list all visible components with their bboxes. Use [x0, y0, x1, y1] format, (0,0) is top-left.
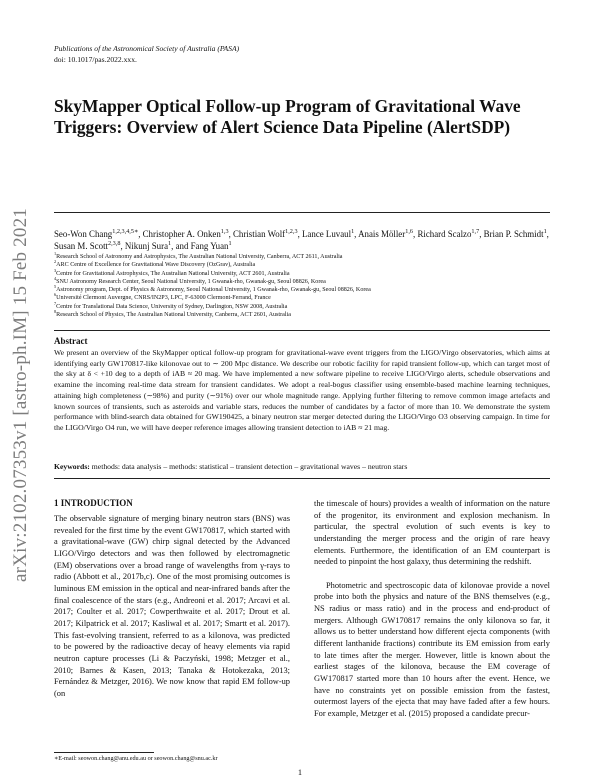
intro-paragraph-1: The observable signature of merging binary neutron stars (BNS) was revealed for the first time by the event GW170817, which started with a gravitational-wave (GW) chirp signal detected by the Advanced LIGO/Virgo detectors and was then followed by electromagnetic (EM) observations over a broad range of wavelengths from γ-rays to radio (Abbott et al., 2017b,c). One of the most promising outcomes is luminous EM emission in the optical and near-infrared bands after the final coalescence of the stars (e.g., Andreoni et al. 2017; Arcavi et al. 2017; Coulter et al. 2017; Cowperthwaite et al. 2017; Drout et al. 2017; Kilpatrick et al. 2017; Kasliwal et al. 2017; Smartt et al. 2017). This fast-evolving transient, referred to as a kilonova, was predicted to be powered by the radioactive decay of heavy elements via rapid neutron capture processes (Li & Paczyński, 1998; Metzger et al., 2010; Barnes & Kasen, 2013; Tanaka & Hotokezaka, 2013; Fernández & Metzger, 2016). We now know that rapid EM follow-up (on: [54, 514, 290, 698]
footnote-rule: [54, 752, 154, 753]
affiliation-number: 6: [54, 292, 57, 298]
affiliation: [54, 261, 550, 269]
author: [191, 241, 232, 251]
author-affiliation-marker: 2,3,8: [108, 240, 121, 248]
author-list: Seo-Won Chang$^{1,2,3,4,5∗}$, Christopher A. Onken$^{1,3}$, Christian Wolf$^{1,2,3}$, Lance Luvaul$^1$, Anais Möller$^{1,6}$, Richard Scalzo$^{1,7}$, Brian P. Schmidt$^1$, Susan M. Scott$^{2,3,8}$, Nikunj Sura$^1$, and Fang Yuan$^1$: [54, 228, 549, 251]
page-number: 1: [297, 768, 303, 777]
affiliation: [54, 275, 550, 286]
author-name: Richard Scalzo: [417, 229, 472, 239]
author: [233, 229, 298, 239]
arxiv-identifier: arXiv:2102.07353v1 [astro-ph.IM] 15 Feb 2021: [10, 208, 31, 582]
affiliation-text: Centre for Gravitational Astrophysics, The Australian National University, ACT 2601, Australia: [56, 270, 290, 277]
affiliation: [54, 250, 550, 261]
arxiv-sidebar: [6, 180, 36, 610]
author-affiliation-marker: 1,6: [405, 228, 413, 236]
intro-paragraph-1-continued: the timescale of hours) provides a wealth of information on the nature of the progenitor, its environment and explosion mechanism. In particular, the spectral evolution of such events is key to understanding the merger process and the origin of rare heavy elements. Furthermore, the identification of an EM counterpart is needed to pinpoint the host galaxy, thus determining the redshift.: [314, 499, 550, 567]
abstract-text: We present an overview of the SkyMapper optical follow-up program for gravitational-wave event triggers from the LIGO/Virgo observatories, which aims at identifying early GW170817-like kilonovae out to ∼ 200 Mpc distance. We describe our robotic facility for rapid transient follow-up, which can target most of the sky at δ < +10 deg to a depth of iAB ≈ 20 mag. We have implemented a new software pipeline to receive LIGO/Virgo alerts, schedule observations and examine the incoming real-time data stream for transient candidates. We adopt a real-bogus classifier using ensemble-based machine learning techniques, attaining high completeness (∼98%) and purity (∼91%) over our whole magnitude range. Applying further filtering to remove common image artefacts and known sources of transients, such as asteroids and variable stars, reduces the number of candidates by a factor of more than 10. We demonstrate the system performance with blind-search data obtained for GW190425, a binary neutron star merger detected during the LIGO/Virgo O3 observing campaign. In time for the LIGO/Virgo O4 run, we will have deeper reference images allowing transient detection to iAB ≈ 21 mag.: [54, 348, 550, 432]
keywords-label: Keywords:: [54, 462, 90, 471]
affiliation-number: 1: [54, 250, 57, 256]
keywords: [54, 462, 550, 473]
author: [54, 229, 138, 239]
affiliation-number: 4: [54, 275, 57, 281]
affiliation-text: ARC Centre of Excellence for Gravitational Wave Discovery (OzGrav), Australia: [56, 262, 256, 269]
author-name: Seo-Won Chang: [54, 229, 113, 239]
paper-title: SkyMapper Optical Follow-up Program of Gravitational Wave Triggers: Overview of Alert Science Data Pipeline (AlertSDP): [54, 96, 521, 137]
journal-header: [54, 44, 239, 65]
author-name: Susan M. Scott: [54, 241, 108, 251]
affiliation: [54, 300, 550, 311]
author: [358, 229, 413, 239]
affiliation-text: Research School of Astronomy and Astrophysics, The Australian National University, Canberra, ACT 2611, Australia: [56, 254, 343, 260]
author-affiliation-marker: 1,2,3: [285, 228, 298, 236]
affiliation-number: 5: [54, 283, 57, 289]
affiliation-number: 7: [54, 300, 57, 306]
left-column: [54, 513, 290, 700]
affiliation-text: Université Clermont Auvergne, CNRS/IN2P3, LPC, F-63000 Clermont-Ferrand, France: [56, 295, 271, 302]
affiliation: [54, 308, 550, 319]
affiliation: [54, 294, 550, 302]
author: [302, 229, 354, 239]
affiliation: [54, 283, 550, 294]
author-affiliation-marker: 1: [543, 228, 547, 236]
keywords-rule: [54, 478, 550, 479]
author-affiliation-marker: 1,3: [220, 228, 229, 236]
author-affiliation-marker: 1,7: [471, 228, 480, 236]
author-name: Lance Luvaul: [302, 229, 352, 239]
section-heading-introduction: 1 INTRODUCTION: [54, 498, 133, 508]
affiliation-number: 2: [54, 259, 57, 265]
affiliation-number: 8: [54, 308, 57, 314]
author-affiliation-marker: 1: [351, 228, 355, 236]
author-name: Christopher A. Onken: [142, 229, 221, 239]
affiliation-text: Research School of Physics, The Australian National University, Canberra, ACT 2601, Australia: [56, 311, 291, 318]
author-name: Fang Yuan: [190, 241, 229, 251]
author-name: Christian Wolf: [233, 229, 286, 239]
author-affiliation-marker: 1: [228, 240, 232, 248]
author-affiliation-marker: 1,2,3,4,5∗: [112, 228, 139, 236]
author-name: Anais Möller: [358, 229, 406, 239]
journal-name: Publications of the Astronomical Society of Australia (PASA): [54, 44, 240, 53]
author-name: Nikunj Sura: [124, 241, 169, 251]
affiliation-text: Centre for Translational Data Science, University of Sydney, Darlington, NSW 2008, Australia: [56, 303, 288, 310]
affiliation-list: [54, 250, 550, 319]
intro-paragraph-2: Photometric and spectroscopic data of kilonovae provide a novel probe into both the physics and nature of the BNS themselves (e.g., NS radius or mass ratio) and in the process and end-product of mergers. Although GW170817 remains the only kilonova so far, it allows us to better understand how different ejecta components (with different lanthanide fractions) contribute its EM emission from early to late times after the merger. However, little is known about the earliest stages of the kilonova, because the EM coverage of GW170817 started more than 10 hours after the event. Hence, we have no constraints yet on possible emission from the fastest, outermost layers of the ejecta that may have faded after a few hours. For example, Metzger et al. (2015) proposed a candidate precur-: [314, 580, 550, 718]
author: [54, 241, 120, 251]
right-column: [314, 498, 550, 720]
affiliation: [54, 267, 550, 278]
affiliation-text: Astronomy program, Dept. of Physics & Astronomy, Seoul National University, 1 Gwanak-rho, Gwanak-gu, Seoul 08826, Korea: [56, 287, 371, 293]
affiliation-text: SNU Astronomy Research Center, Seoul National University, 1 Gwanak-rho, Gwanak-gu, Seoul 08826, Korea: [56, 278, 326, 285]
affiliation-number: 3: [54, 267, 57, 273]
author-affiliation-marker: 1: [168, 240, 172, 248]
author: [125, 241, 171, 251]
footnote-email: ∗E-mail: seowon.chang@anu.edu.au or seowon.chang@snu.ac.kr: [54, 755, 218, 762]
journal-doi: doi: 10.1017/pas.2022.xxx.: [54, 54, 137, 64]
title-rule: [54, 212, 550, 213]
keywords-text: methods: data analysis – methods: statistical – transient detection – gravitational waves – neutron stars: [91, 462, 408, 471]
author-name: Brian P. Schmidt: [483, 229, 544, 239]
abstract-top-rule: [54, 330, 550, 331]
author: [417, 229, 479, 239]
author: [484, 229, 547, 239]
author: [143, 229, 229, 239]
abstract-heading: Abstract: [54, 336, 88, 346]
